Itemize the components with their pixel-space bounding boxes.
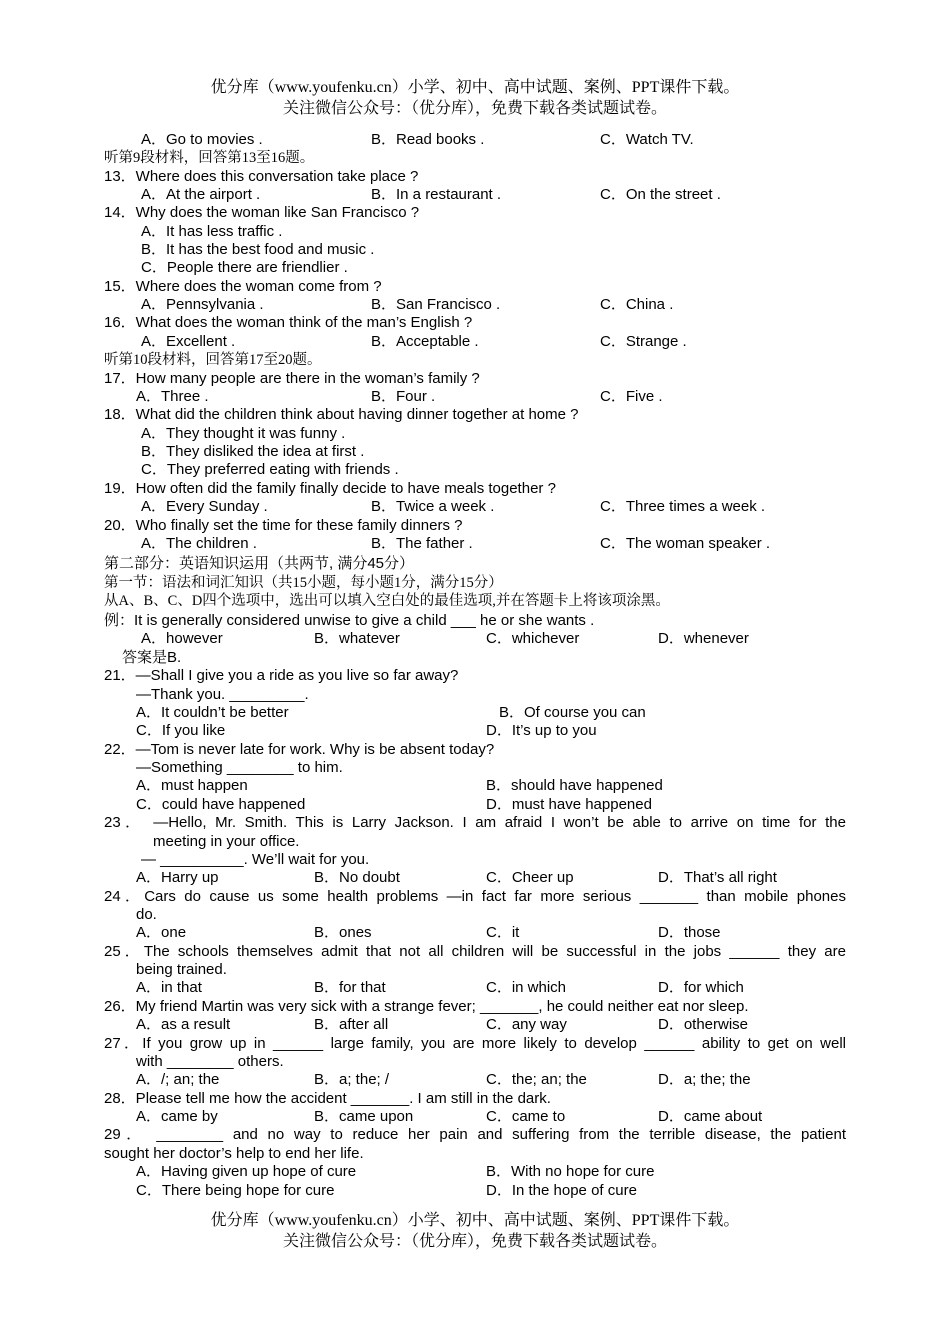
q14-option-b: B．It has the best food and music . xyxy=(141,241,375,258)
q26-option-d: D．otherwise xyxy=(658,1016,749,1033)
q22-reply: —Something ________ to him. xyxy=(136,759,343,776)
q22-option-d: D．must have happened xyxy=(486,796,652,813)
q20-stem: 20．Who finally set the time for these family dinners ? xyxy=(104,517,463,534)
q26-stem: 26．My friend Martin was very sick with a strange fever; _______, he could neither eat nor sleep. xyxy=(104,998,749,1015)
q17-option-a: A．Three . xyxy=(136,388,209,405)
example-stem: 例：It is generally considered unwise to give a child ___ he or she wants . xyxy=(104,612,595,629)
q20-option-c: C．The woman speaker . xyxy=(600,535,771,552)
q21-option-c: C．If you like xyxy=(136,722,226,739)
q19-option-a: A．Every Sunday . xyxy=(141,498,268,515)
section-9-heading: 听第9段材料，回答第13至16题。 xyxy=(104,150,315,166)
q24-option-c: C．it xyxy=(486,924,520,941)
header-line-1: 优分库（www.youfenku.cn）小学、初中、高中试题、案例、PPT课件下载。 xyxy=(210,79,740,96)
q13-option-c: C．On the street . xyxy=(600,186,721,203)
q14-option-c: C．People there are friendlier . xyxy=(141,259,348,276)
q27-stem: 27．If you grow up in ______ large family, you are more likely to develop ______ ability to get on well xyxy=(104,1035,846,1052)
q12-option-b: B．Read books . xyxy=(371,131,485,148)
q26-option-b: B．after all xyxy=(314,1016,389,1033)
q13-stem: 13．Where does this conversation take place ? xyxy=(104,168,419,185)
q21-option-d: D．It’s up to you xyxy=(486,722,597,739)
q19-stem: 19．How often did the family finally decide to have meals together ? xyxy=(104,480,556,497)
q12-option-a: A．Go to movies . xyxy=(141,131,263,148)
q28-option-b: B．came upon xyxy=(314,1108,414,1125)
footer-line-2: 关注微信公众号：（优分库），免费下载各类试题试卷。 xyxy=(282,1233,667,1250)
q15-option-c: C．China . xyxy=(600,296,674,313)
q16-option-a: A．Excellent . xyxy=(141,333,236,350)
q21-option-b: B．Of course you can xyxy=(499,704,646,721)
example-option-c: C．whichever xyxy=(486,630,580,647)
q23-stem-cont: meeting in your office. xyxy=(153,833,300,850)
q29-stem-cont: sought her doctor’s help to end her life. xyxy=(104,1145,364,1162)
q23-option-a: A．Harry up xyxy=(136,869,219,886)
header-line-2: 关注微信公众号：（优分库），免费下载各类试题试卷。 xyxy=(282,100,667,117)
q29-option-c: C．There being hope for cure xyxy=(136,1182,335,1199)
q27-option-c: C．the; an; the xyxy=(486,1071,587,1088)
q22-option-a: A．must happen xyxy=(136,777,248,794)
q29-stem: 29． ________ and no way to reduce her pain and suffering from the terrible disease, the patient xyxy=(104,1126,846,1143)
q22-option-c: C．could have happened xyxy=(136,796,306,813)
q27-option-d: D．a; the; the xyxy=(658,1071,751,1088)
q21-stem: 21．—Shall I give you a ride as you live so far away? xyxy=(104,667,459,684)
q17-option-b: B．Four . xyxy=(371,388,436,405)
q17-option-c: C．Five . xyxy=(600,388,663,405)
q20-option-a: A．The children . xyxy=(141,535,257,552)
part-2-title: 第二部分：英语知识运用（共两节, 满分45分） xyxy=(104,555,415,572)
q19-option-c: C．Three times a week . xyxy=(600,498,766,515)
q21-reply: —Thank you. _________. xyxy=(136,686,309,703)
example-option-a: A．however xyxy=(141,630,223,647)
q25-option-c: C．in which xyxy=(486,979,567,996)
q18-stem: 18．What did the children think about having dinner together at home ? xyxy=(104,406,579,423)
q16-option-b: B．Acceptable . xyxy=(371,333,479,350)
q29-option-b: B．With no hope for cure xyxy=(486,1163,655,1180)
q15-stem: 15．Where does the woman come from ? xyxy=(104,278,382,295)
q14-stem: 14．Why does the woman like San Francisco ? xyxy=(104,204,420,221)
q28-stem: 28．Please tell me how the accident _______. I am still in the dark. xyxy=(104,1090,551,1107)
q19-option-b: B．Twice a week . xyxy=(371,498,495,515)
footer-line-1: 优分库（www.youfenku.cn）小学、初中、高中试题、案例、PPT课件下载。 xyxy=(210,1212,740,1229)
q16-stem: 16．What does the woman think of the man’s English ? xyxy=(104,314,473,331)
q28-option-a: A．came by xyxy=(136,1108,218,1125)
q23-option-d: D．That’s all right xyxy=(658,869,777,886)
q23-option-c: C．Cheer up xyxy=(486,869,574,886)
q27-stem-cont: with ________ others. xyxy=(136,1053,284,1070)
q29-option-a: A．Having given up hope of cure xyxy=(136,1163,357,1180)
q23-reply: — __________. We’ll wait for you. xyxy=(141,851,370,868)
q20-option-b: B．The father . xyxy=(371,535,473,552)
q25-option-d: D．for which xyxy=(658,979,744,996)
q24-stem: 24．Cars do cause us some health problems —in fact far more serious _______ than mobile phones xyxy=(104,888,846,905)
q18-option-a: A．They thought it was funny . xyxy=(141,425,346,442)
q18-option-b: B．They disliked the idea at first . xyxy=(141,443,365,460)
q26-option-a: A．as a result xyxy=(136,1016,231,1033)
q26-option-c: C．any way xyxy=(486,1016,567,1033)
section-10-heading: 听第10段材料，回答第17至20题。 xyxy=(104,352,322,368)
q24-option-a: A．one xyxy=(136,924,187,941)
example-option-d: D．whenever xyxy=(658,630,749,647)
q23-stem: 23． —Hello, Mr. Smith. This is Larry Jackson. I am afraid I won’t be able to arrive on time for the xyxy=(104,814,846,831)
q22-stem: 22．—Tom is never late for work. Why is be absent today? xyxy=(104,741,495,758)
q15-option-a: A．Pennsylvania . xyxy=(141,296,264,313)
example-option-b: B．whatever xyxy=(314,630,400,647)
q25-option-b: B．for that xyxy=(314,979,386,996)
q13-option-a: A．At the airport . xyxy=(141,186,261,203)
q23-option-b: B．No doubt xyxy=(314,869,400,886)
q25-option-a: A．in that xyxy=(136,979,202,996)
q24-stem-cont: do. xyxy=(136,906,157,923)
q18-option-c: C．They preferred eating with friends . xyxy=(141,461,399,478)
q24-option-b: B．ones xyxy=(314,924,372,941)
q25-stem: 25．The schools themselves admit that not all children will be successful in the jobs ______ they are xyxy=(104,943,846,960)
q21-option-a: A．It couldn’t be better xyxy=(136,704,289,721)
q27-option-b: B．a; the; / xyxy=(314,1071,390,1088)
q12-option-c: C．Watch TV. xyxy=(600,131,694,148)
q22-option-b: B．should have happened xyxy=(486,777,663,794)
q27-option-a: A．/; an; the xyxy=(136,1071,220,1088)
q13-option-b: B．In a restaurant . xyxy=(371,186,502,203)
instruction: 从A、B、C、D四个选项中，选出可以填入空白处的最佳选项,并在答题卡上将该项涂黑。 xyxy=(104,593,670,609)
example-answer: 答案是B. xyxy=(122,649,182,666)
q17-stem: 17．How many people are there in the woman’s family ? xyxy=(104,370,480,387)
q24-option-d: D．those xyxy=(658,924,721,941)
section-1-title: 第一节：语法和词汇知识（共15小题，每小题1分，满分15分） xyxy=(104,575,503,591)
q25-stem-cont: being trained. xyxy=(136,961,227,978)
q15-option-b: B．San Francisco . xyxy=(371,296,501,313)
q28-option-d: D．came about xyxy=(658,1108,763,1125)
q29-option-d: D．In the hope of cure xyxy=(486,1182,637,1199)
q28-option-c: C．came to xyxy=(486,1108,566,1125)
q16-option-c: C．Strange . xyxy=(600,333,687,350)
q14-option-a: A．It has less traffic . xyxy=(141,223,283,240)
